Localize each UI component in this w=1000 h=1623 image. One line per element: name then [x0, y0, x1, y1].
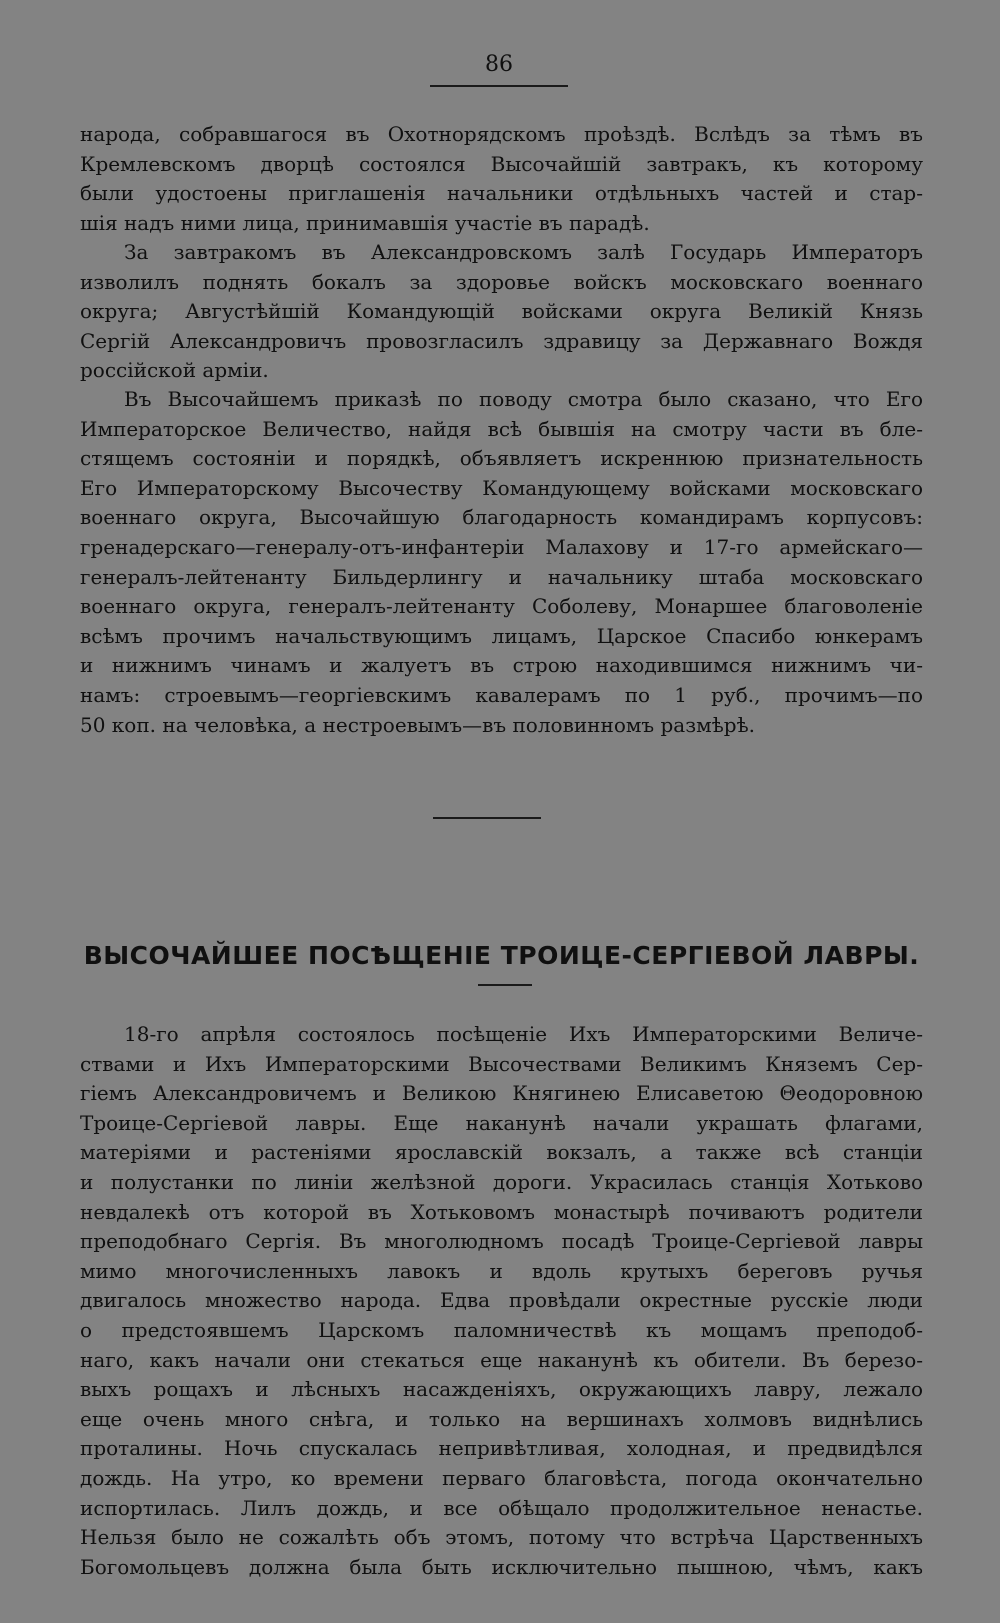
text-line: гренадерскаго—генералу-отъ-инфантерiи Малахову и 17-го армейскаго— — [80, 534, 923, 559]
text-line: проталины. Ночь спускалась непривѣтливая, холодная, и предвидѣлся — [80, 1436, 923, 1461]
text-line: выхъ рощахъ и лѣсныхъ насажденiяхъ, окружающихъ лавру, лежало — [80, 1377, 923, 1402]
paragraph-1 — [80, 120, 923, 238]
text-line: Его Императорскому Высочеству Командующему войсками московскаго — [80, 475, 923, 500]
text-line: о предстоявшемъ Царскомъ паломничествѣ къ мощамъ преподоб- — [80, 1317, 923, 1342]
text-line: шiя надъ ними лица, принимавшiя участiе въ парадѣ. — [80, 210, 650, 235]
text-line: военнаго округа, Высочайшую благодарность командирамъ корпусовъ: — [80, 505, 923, 530]
text-line: гiемъ Александровичемъ и Великою Княгинею Елисаветою Θеодоровною — [80, 1081, 923, 1106]
section-paragraph — [80, 1020, 923, 1582]
text-line: и полустанки по линiи желѣзной дороги. Украсилась станцiя Хотьково — [80, 1169, 923, 1194]
text-line: Императорское Величество, найдя всѣ бывшiя на смотру части въ бле- — [80, 416, 923, 441]
text-line: россiйской армiи. — [80, 358, 269, 383]
text-line: Богомольцевъ должна была быть исключительно пышною, чѣмъ, какъ — [80, 1554, 923, 1579]
text-line: Кремлевскомъ дворцѣ состоялся Высочайшiй завтракъ, къ которому — [80, 151, 923, 176]
text-line: испортилась. Лилъ дождь, и все обѣщало продолжительное ненастье. — [80, 1495, 923, 1520]
section-title: ВЫСОЧАЙШЕЕ ПОСѢЩЕНIЕ ТРОИЦЕ-СЕРГIЕВОЙ ЛАВРЫ. — [83, 940, 920, 970]
page-number: 86 — [485, 52, 513, 77]
text-line: матерiями и растенiями ярославскiй вокзалъ, а также всѣ станцiи — [80, 1140, 923, 1165]
text-line: намъ: строевымъ—георгiевскимъ кавалерамъ по 1 руб., прочимъ—по — [80, 682, 923, 707]
paragraph-2 — [80, 238, 923, 386]
title-rule — [478, 984, 532, 986]
text-line: 50 коп. на человѣка, а нестроевымъ—въ половинномъ размѣрѣ. — [80, 712, 755, 737]
text-line: генералъ-лейтенанту Бильдерлингу и начальнику штаба московскаго — [80, 564, 923, 589]
text-line: и нижнимъ чинамъ и жалуетъ въ строю находившимся нижнимъ чи- — [80, 653, 923, 678]
page-number-rule — [430, 85, 568, 87]
text-line: За завтракомъ въ Александровскомъ залѣ Государь Императоръ — [124, 240, 923, 264]
text-line: изволилъ поднять бокалъ за здоровье войскъ московскаго военнаго — [80, 269, 923, 294]
text-line: всѣмъ прочимъ начальствующимъ лицамъ, Царское Спасибо юнкерамъ — [80, 623, 923, 648]
text-line: округа; Августѣйшiй Командующiй войсками округа Великiй Князь — [80, 299, 923, 324]
text-line: Нельзя было не сожалѣть объ этомъ, потому что встрѣча Царственныхъ — [80, 1525, 923, 1550]
text-line: были удостоены приглашенiя начальники отдѣльныхъ частей и стар- — [80, 181, 923, 206]
text-line: двигалось множество народа. Едва провѣдали окрестные русскiе люди — [80, 1288, 923, 1313]
text-line: мимо многочисленныхъ лавокъ и вдоль крутыхъ береговъ ручья — [80, 1258, 923, 1283]
text-line: невдалекѣ отъ которой въ Хотьковомъ монастырѣ почиваютъ родители — [80, 1199, 923, 1224]
paragraph-3 — [80, 385, 923, 740]
text-line: дождь. На утро, ко времени перваго благовѣста, погода окончательно — [80, 1465, 923, 1490]
text-line: Сергiй Александровичъ провозгласилъ здравицу за Державнаго Вождя — [80, 328, 923, 353]
text-line: стящемъ состоянiи и порядкѣ, объявляетъ искреннюю признательность — [80, 446, 923, 471]
text-line: еще очень много снѣга, и только на вершинахъ холмовъ виднѣлись — [80, 1406, 923, 1431]
text-line: наго, какъ начали они стекаться еще наканунѣ къ обители. Въ березо- — [80, 1347, 923, 1372]
text-line: военнаго округа, генералъ-лейтенанту Соболеву, Монаршее благоволенiе — [80, 594, 923, 619]
text-line: 18-го апрѣля состоялось посѣщенiе Ихъ Императорскими Величе- — [124, 1022, 923, 1046]
text-line: ствами и Ихъ Императорскими Высочествами Великимъ Княземъ Сер- — [80, 1051, 923, 1076]
text-line: преподобнаго Сергiя. Въ многолюдномъ посадѣ Троице-Сергiевой лавры — [80, 1229, 923, 1254]
text-line: Въ Высочайшемъ приказѣ по поводу смотра было сказано, что Его — [124, 387, 923, 411]
section-divider — [433, 817, 541, 819]
text-line: народа, собравшагося въ Охотнорядскомъ проѣздѣ. Вслѣдъ за тѣмъ въ — [80, 122, 923, 146]
text-line: Троице-Сергiевой лавры. Еще наканунѣ начали украшать флагами, — [80, 1110, 923, 1135]
